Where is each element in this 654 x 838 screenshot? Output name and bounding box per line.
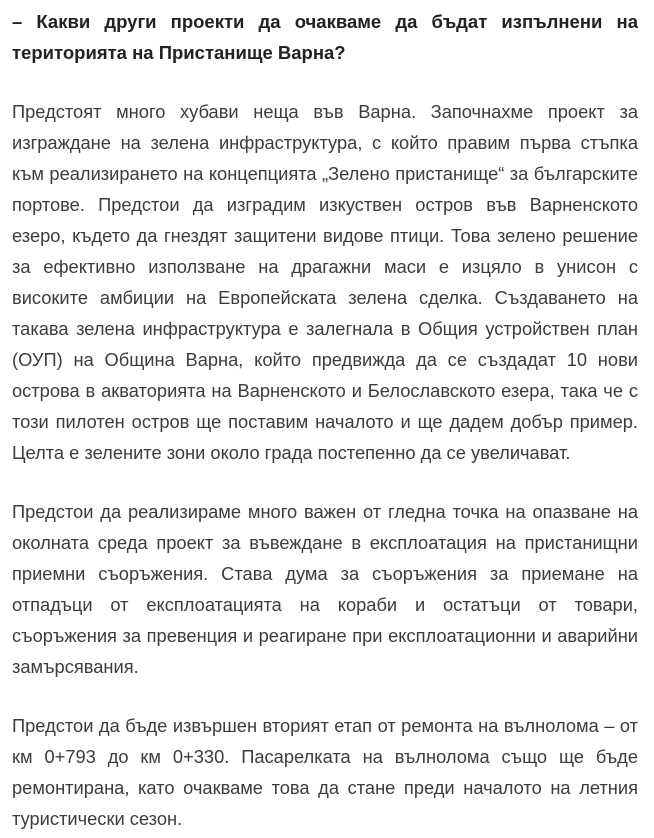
answer-paragraph-1: Предстоят много хубави неща във Варна. Започнахме проект за изграждане на зелена инфраструктура, с който правим първа стъпка към реализирането на концепцията „Зелено пристанище“ за българските портове. Предстои да изградим изкуствен остров във Варненското езеро, където да гнездят защитени видове птици. Това зелено решение за ефективно използване на драгажни маси е изцяло в унисон с високите амбиции на Европейската зелена сделка. Създаването на такава зелена инфраструктура е залегнала в Общия устройствен план (ОУП) на Община Варна, който предвижда да се създадат 10 нови острова в акваторията на Варненското и Белославското езера, така че с този пилотен остров ще поставим началото и ще дадем добър пример. Целта е зелените зони около града постепенно да се увеличават. bbox=[12, 101, 638, 463]
answer-paragraph-3: Предстои да бъде извършен вторият етап от ремонта на вълнолома – от км 0+793 до км 0+330. Пасарелката на вълнолома също ще бъде ремонтирана, като очакваме това да стане преди началото на летния туристически сезон. bbox=[12, 715, 638, 829]
interview-question: – Какви други проекти да очакваме да бъдат изпълнени на територията на Пристанище Варна? bbox=[12, 11, 638, 63]
answer-paragraph-2: Предстои да реализираме много важен от гледна точка на опазване на околната среда проект за въвеждане в експлоатация на пристанищни приемни съоръжения. Става дума за съоръжения за приемане на отпадъци от експлоатацията на кораби и остатъци от товари, съоръжения за превенция и реагиране при експлоатационни и аварийни замърсявания. bbox=[12, 501, 638, 677]
